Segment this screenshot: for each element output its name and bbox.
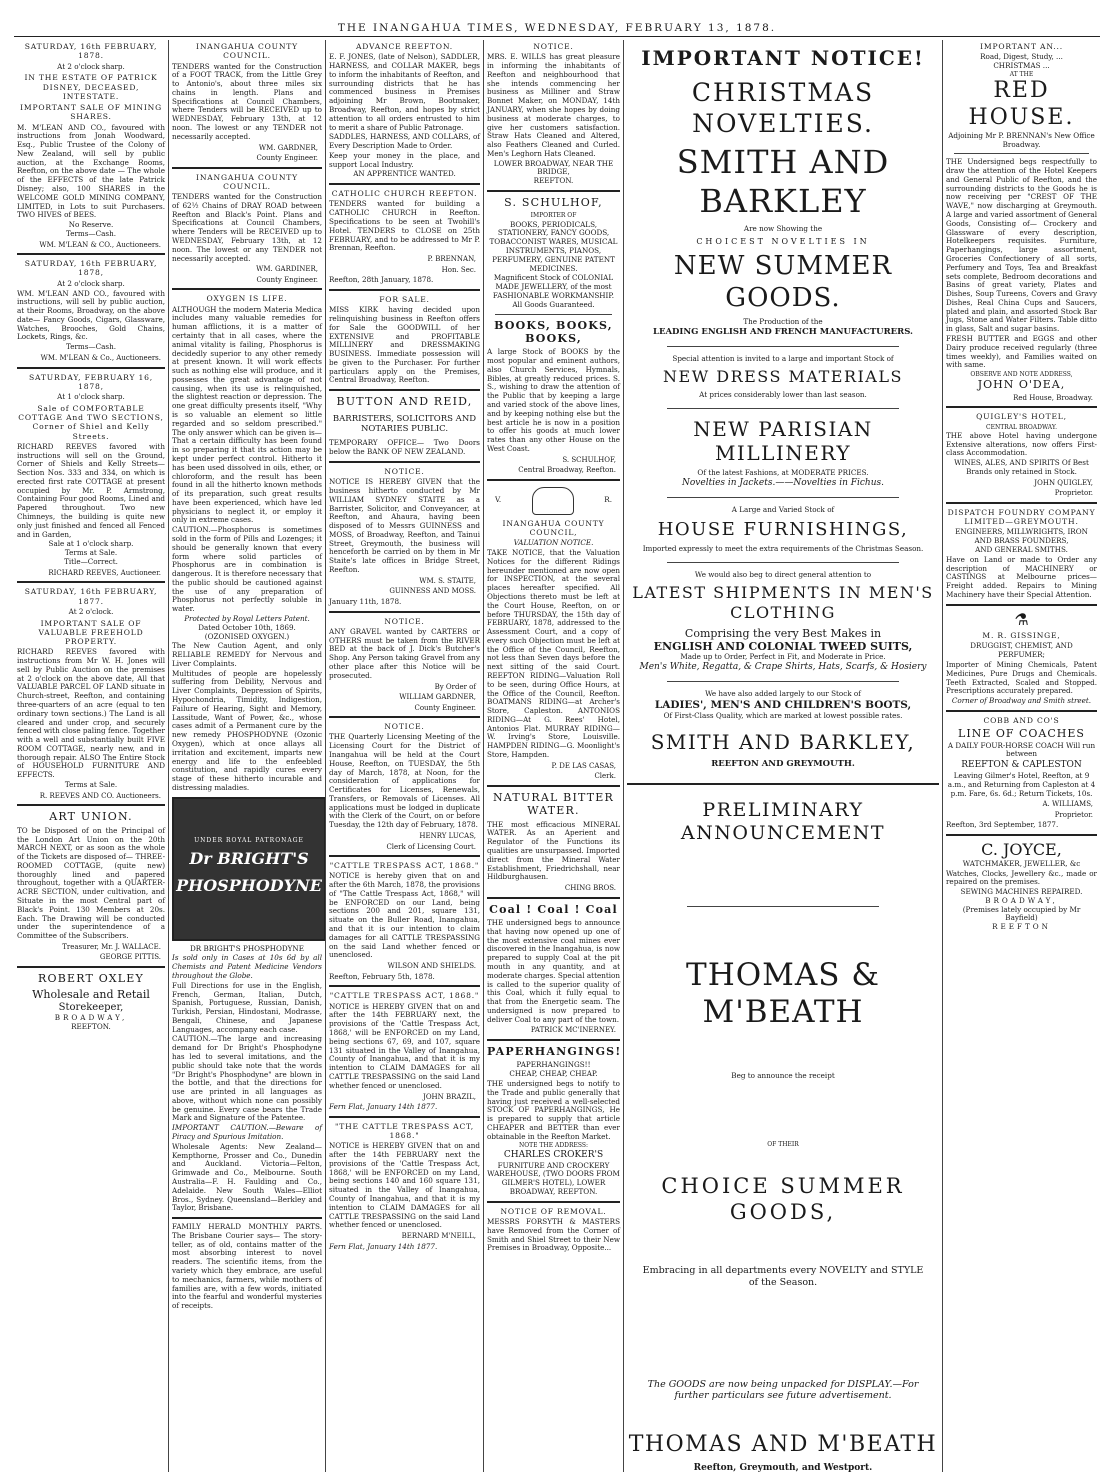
ad-signature: Red House, Broadway. xyxy=(1013,393,1093,402)
ad-line: IMPORTER OF xyxy=(530,212,577,220)
ad-body: The New Caution Agent, and only RELIABLE REMEDY for Nervous and Liver Complaints. xyxy=(172,641,322,668)
masthead: THE INANGAHUA TIMES, WEDNESDAY, FEBRUARY 13, 1878. xyxy=(337,22,777,34)
ad-body: MRS. E. WILLS has great pleasure in informing the inhabitants of Reefton and neighbourhood that she intends commencing her business as Milliner and Straw Bonnet Maker, on MONDAY, 14th JANUARY, when she hopes by doing business at moderate charges, to give her customers satisfaction. Straw Hats Cleaned and Altered, also Feathers Cleaned and Curled. Men's Leghorn Hats Cleaned. xyxy=(487,52,620,158)
ad-headline: LATEST SHIPMENTS IN MEN'S CLOTHING xyxy=(632,583,934,622)
ad-body: Leaving Gilmer's Hotel, Reefton, at 9 a.m., and Returning from Capleston at 4 p.m. Fare, 6s. 6d.; Return Tickets, 10s. xyxy=(947,771,1096,798)
ad-separator xyxy=(495,314,612,315)
ad-body: Watches, Clocks, Jewellery &c., made or repaired on the premises. xyxy=(946,868,1097,887)
ad-signature: JOHN O'DEA, xyxy=(977,378,1066,392)
ad-line: Terms at Sale. xyxy=(64,780,118,789)
ad-separator xyxy=(667,562,899,563)
ad-firm-name: SMITH AND BARKLEY, xyxy=(650,730,916,755)
ad-heading: M. R. GISSINGE, xyxy=(982,631,1061,641)
ad-date: SATURDAY, 16th FEBRUARY, 1877. xyxy=(24,587,158,606)
ad-signature: JOHN BRAZIL, xyxy=(423,1092,476,1101)
ad-heading: DISPATCH FOUNDRY COMPANY LIMITED—GREYMOUTH. xyxy=(947,507,1096,527)
ad-line: (Premises lately occupied by Mr Bayfield) xyxy=(962,904,1081,923)
ad-signature: S. SCHULHOF, xyxy=(562,455,616,464)
column-2 xyxy=(169,40,325,1472)
ad-line: LADIES', MEN'S AND CHILDREN'S BOOTS, xyxy=(654,698,912,711)
ad-body: THE undersigned begs to notify to the Trade and public generally that having just received a well-selected STOCK OF PAPERHANGINGS, He is prepared to supply that article CHEAPER and BETTER than ever obtainable in the Reefton Market. xyxy=(487,1078,620,1141)
emblem-text: Dr BRIGHT'S xyxy=(189,848,309,868)
ad-line: OF THEIR xyxy=(767,1140,799,1148)
ad-date: SATURDAY, FEBRUARY 16, 1878, xyxy=(29,372,153,391)
ad-time: At 1 o'clock sharp. xyxy=(57,392,125,401)
ad-separator xyxy=(487,1201,620,1203)
ad-line: Wholesale and Retail xyxy=(32,988,150,1002)
column-6 xyxy=(943,40,1100,1472)
ad-body: RICHARD REEVES favored with instructions will sell on the Ground, Corner of Shiels and Kelly Streets— Section Nos. 333 and 334, on which is erected first rate COTTAGE at present occupied by Mr. P. Armstrong, Containing Four good Rooms, Lined and Papered throughout. Two new Chimneys, the building is quite new only just finished and fenced all Fenced and in Garden, xyxy=(17,441,165,539)
ad-body: M. M'LEAN AND CO., favoured with instructions from Jonah Woodward, Esq., Public Trustee of the Colony of New Zealand, will sell by public auction, at the Exchange Rooms, Reefton, on the above date — The whole of the EFFECTS of the late Patrick Disney; also, 100 SHARES in the WELCOME GOLD MINING COMPANY, LIMITED, in Lots to suit Purchasers. TWO HIVES of BEES. xyxy=(17,122,165,220)
ad-body: FRESH BUTTER and EGGS and other Dairy produce received regularly (three times weekly), and Families waited on with same. xyxy=(946,333,1097,370)
ad-body: MISS KIRK having decided upon relinquishing business in Reefton offers for Sale the GOODWILL of her EXTENSIVE and PROFITABLE MILLINERY and DRESSMAKING BUSINESS. Immediate possession will be given to the Purchaser. For further particulars apply on the Premises, Central Broadway, Reefton. xyxy=(329,305,480,385)
ad-body: FAMILY HERALD MONTHLY PARTS. The Brisbane Courier says— The story-teller, as of old, contains matter of the most absorbing interest to novel readers. The scientific items, from the variety which they embrace, are useful to mechanics, farmers, while mothers of families are, with a few words, initiated into the fearful and wonderful mysteries of receipts. xyxy=(172,1222,322,1311)
ad-separator xyxy=(687,906,879,907)
ad-signature: PATRICK MC'INERNEY. xyxy=(530,1026,616,1035)
ad-line: Storekeeper, xyxy=(58,1001,124,1013)
ad-line: Dated October 10th, 1869. xyxy=(198,622,296,632)
ad-headline: NEW PARISIAN MILLINERY xyxy=(693,416,873,466)
ad-signature: WM. S. STAITE, xyxy=(419,576,476,585)
ad-signature: WM. GARDINER, xyxy=(256,265,318,274)
ad-subheading: WATCHMAKER, JEWELLER, &c xyxy=(962,858,1081,868)
ad-separator xyxy=(17,253,165,255)
ad-body: THE Undersigned begs respectfully to draw the attention of the Hotel Keepers and General Public of Reefton, and the surrounding districts to the Goods he is now receiving per "CREST OF THE WAVE," now discharging at Greymouth. A large and varied assortment of General Goods, Consisting of— Crockery and Glassware of every description, Hotelkeepers requisites. Furniture, Paperhangings, large assortment, Groceries Confectionery of all sorts, Perfumery and Toys, Tea and Breakfast sets complete, Bedroom decorations and Basins of great variety, Plates and Dishes, Soup Tureens, Covers and Gravy Dishes, Real China Cups and Saucers, plated and plain, and assorted Stock Bar Jugs, Stone and Water Filters. Table ditto in glass, Salt and sugar basins. xyxy=(946,157,1098,334)
ad-line: Of First-Class Quality, which are marked at lowest possible rates. xyxy=(663,710,903,720)
ad-signature: Hon. Sec. xyxy=(441,265,476,274)
ad-body: CAUTION.—The large and increasing demand for Dr Bright's Phosphodyne has led to several imitations, and the public should take note that the words "Dr Bright's Phosphodyne" are blown in the bottle, and that the directions for use are printed in all languages as above, without which none can possibly be genuine. Every case bears the Trade Mark and Signature of the Patentee. xyxy=(172,1034,322,1123)
ad-heading: NATURAL BITTER WATER. xyxy=(492,790,615,818)
ad-separator xyxy=(667,497,899,498)
ad-line: Title—Correct. xyxy=(64,556,118,566)
ad-separator xyxy=(667,346,899,347)
ad-signature: WM. M'LEAN & Co., Auctioneers. xyxy=(40,353,161,362)
ad-line: AND GENERAL SMITHS. xyxy=(975,544,1068,554)
ad-signature: Central Broadway, Reefton. xyxy=(518,466,616,475)
ad-signature: CHARLES CROKER'S xyxy=(503,1149,604,1160)
ad-line: Novelties in Jackets.——Novelties in Fichus. xyxy=(682,478,884,489)
ad-body: TENDERS wanted for the Construction of a FOOT TRACK, from the Little Grey to Antonio's, about three miles six chains in length. Plans and Specifications at Council Chambers, where Tenders will be RECEIVED up to WEDNESDAY, February 13th, at 12 noon. The lowest or any TENDER not necessarily accepted. xyxy=(172,61,322,141)
ad-separator xyxy=(487,1039,620,1041)
ad-line: At prices considerably lower than last season. xyxy=(699,389,867,399)
ad-line: OBSERVE AND NOTE ADDRESS, xyxy=(970,371,1073,379)
ad-heading: ART UNION. xyxy=(49,810,133,824)
ad-line: Beg to announce the receipt xyxy=(731,1071,835,1081)
ad-heading: COBB AND CO'S xyxy=(983,715,1060,725)
ad-heading: FOR SALE. xyxy=(379,294,430,304)
ad-separator xyxy=(329,855,480,857)
ad-body: FURNITURE AND CROCKERY WAREHOUSE, (TWO DOORS FROM GILMER'S HOTEL), LOWER BROADWAY, REEFTON. xyxy=(487,1160,620,1197)
column-5-advertisement xyxy=(624,40,942,1472)
ad-separator xyxy=(946,710,1097,712)
ad-heading: ROBERT OXLEY xyxy=(38,971,144,985)
ad-signature: P. DE LAS CASAS, xyxy=(551,761,616,770)
ad-body: Multitudes of people are hopelessly suffering from Debility, Nervous and Liver Complaints, Depression of Spirits, Hypochondria, Timidity, Indigestion, Failure of Hearing, Sight and Memory, Lassitude, Want of Power, &c., whose cases admit of a Permanent cure by the new remedy PHOSPHODYNE (Ozonic Oxygen), which at once allays all irritation and excitement, imparts new energy and life to the enfeebled constitution, and rapidly cures every stage of these hitherto incurable and distressing maladies. xyxy=(172,668,322,792)
ad-body: THE most efficacious MINERAL WATER. As an Aperient and Regulator of the Functions its qualities are unsurpassed. Imported direct from the Mineral Water Establishment, Friedrichshall, near Hildburghausen. xyxy=(487,819,620,882)
ad-line: Made up to Order, Perfect in Fit, and Moderate in Price. xyxy=(680,652,886,662)
ad-heading: BOOKS, BOOKS, BOOKS, xyxy=(494,318,613,345)
ad-subheading: PAPERHANGINGS!! xyxy=(516,1060,591,1070)
ad-line: SEWING MACHINES REPAIRED. xyxy=(960,887,1083,897)
ad-heading: INANGAHUA COUNTY COUNCIL. xyxy=(196,42,298,61)
ad-line: CHRISTMAS ... xyxy=(993,61,1050,71)
ad-heading: IN THE ESTATE OF PATRICK DISNEY, DECEASED, INTESTATE. xyxy=(24,73,158,101)
ad-heading: NOTICE. xyxy=(533,42,574,51)
ad-separator xyxy=(487,479,620,481)
ad-line: REEFTON. xyxy=(533,176,574,186)
ad-separator xyxy=(946,604,1097,606)
emblem-text: PHOSPHODYNE xyxy=(176,876,322,896)
ad-line: REEFTON & CAPLESTON xyxy=(961,760,1082,771)
ad-separator xyxy=(487,785,620,787)
ad-line: Reefton, Greymouth, and Westport. xyxy=(693,1462,873,1472)
ad-subheading: DRUGGIST, CHEMIST, AND PERFUMER; xyxy=(970,641,1073,660)
phosphodyne-emblem xyxy=(172,797,325,941)
ad-line: Special attention is invited to a large and important Stock of xyxy=(672,353,894,363)
ad-heading: "THE CATTLE TRESPASS ACT, 1868." xyxy=(334,1121,475,1141)
ad-body: Keep your money in the place, and support Local Industry. xyxy=(329,150,480,169)
ad-line: REEFTON. xyxy=(71,1021,111,1031)
ad-body: TO be Disposed of on the Principal of the London Art Union on the 20th MARCH NEXT, or as soon as the whole of the Tickets are disposed of— THREE-ROOMED COTTAGE, (quite new) thoroughly lined and papered throughout, together with a QUARTER-ACRE SECTION, under cultivation, and Situate in the most Central part of Black's Point. 130 Members at 20s. Each. The Drawing will be conducted under the superintendence of a Committee of the Subscribers. xyxy=(17,825,165,941)
ad-line: REEFTON xyxy=(992,922,1051,932)
ad-date: Reefton, 3rd September, 1877. xyxy=(946,820,1059,830)
ad-headline: NEW DRESS MATERIALS xyxy=(663,367,903,387)
ad-line: No Reserve. xyxy=(68,220,114,230)
ad-body: IMPORTANT CAUTION.—Beware of Piracy and Spurious Imitation. xyxy=(172,1123,322,1142)
ad-body: NOTICE is hereby given that on and after the 6th March, 1878, the provisions of "The Cattle Trespass Act, 1868," will be ENFORCED on our Land, being sections 200 and 201, square 131, situate on the Buller Road, Inangahua, and that it is our intention to claim damages for all CATTLE TRESPASSING on the said Land whether fenced or unenclosed. xyxy=(329,871,480,960)
ad-line: AN APPRENTICE WANTED. xyxy=(353,169,456,179)
ad-signature: Proprietor. xyxy=(1054,489,1093,498)
ad-signature: County Engineer. xyxy=(414,703,476,712)
ad-date: Fern Flat, January 14th 1877. xyxy=(329,1102,438,1112)
ad-heading: IMPORTANT AN... xyxy=(980,42,1063,51)
ad-time: At 2 o'clock sharp. xyxy=(57,278,125,288)
ad-heading: CATHOLIC CHURCH REEFTON. xyxy=(331,189,478,199)
ad-caption: DR BRIGHT'S PHOSPHODYNE xyxy=(190,943,304,953)
ad-signature: A. WILLIAMS, xyxy=(1042,800,1093,809)
ad-line: Protected by Royal Letters Patent. xyxy=(184,614,310,623)
ad-date: Reefton, February 5th, 1878. xyxy=(329,971,435,981)
ad-line: We have also added largely to our Stock of xyxy=(705,689,861,699)
ad-separator xyxy=(172,167,322,169)
ad-headline: CHRISTMAS NOVELTIES. xyxy=(691,78,875,138)
ad-line: AT THE xyxy=(1009,70,1034,78)
ad-signature: WILSON AND SHIELDS. xyxy=(387,962,476,971)
ad-line: Comprising the very Best Makes in xyxy=(684,626,882,640)
ad-body: WINES, ALES, AND SPIRITS Of Best Brands only retained in Stock. xyxy=(954,458,1089,477)
ad-body: Importer of Mining Chemicals, Patent Medicines, Pure Drugs and Chemicals. Teeth Extracted, Scaled and Stopped. Prescriptions accurately prepared. xyxy=(946,659,1097,696)
ad-line: CHEAP, CHEAP, CHEAP. xyxy=(509,1069,598,1079)
ad-signature: County Engineer. xyxy=(256,275,318,284)
ad-headline: RED HOUSE. xyxy=(968,78,1075,130)
ad-separator xyxy=(667,681,899,682)
ad-headline: C. JOYCE, xyxy=(981,840,1062,860)
ad-firm-name: SMITH AND BARKLEY xyxy=(676,143,890,221)
column-3 xyxy=(326,40,483,1472)
ad-body: THE Quarterly Licensing Meeting of the Licensing Court for the District of Inangahua will be held at the Court House, Reefton, on TUESDAY, the 5th day of March, 1878, at Noon, for the consideration of applications for Certificates for Licenses, Renewals, Transfers, or Removals of Licenses. All applications must be lodged in duplicate with the Clerk of the Court, on or before Tuesday, the 12th day of February, 1878. xyxy=(329,732,480,830)
crest-letter: R. xyxy=(604,495,612,505)
ad-signature: County Engineer. xyxy=(256,154,318,163)
ad-signature: By Order of xyxy=(434,682,476,691)
ad-line: The Production of the xyxy=(743,317,823,327)
ad-body: Have on Land or made to Order any description of MACHINERY or CASTINGS at Melbourne prices— Freight added. Repairs to Mining Machinery have their Special Attention. xyxy=(946,554,1097,599)
ad-line: BROADWAY, xyxy=(985,895,1058,905)
ad-line: ENGINEERS, MILLWRIGHTS, IRON AND BRASS FOUNDERS, xyxy=(955,527,1088,546)
ad-date: SATURDAY, 16th FEBRUARY, 1878. xyxy=(24,42,158,61)
ad-line: Corner of Broadway and Smith street. xyxy=(951,696,1092,706)
ad-subheading: VALUATION NOTICE. xyxy=(513,538,594,548)
ad-heading: PAPERHANGINGS! xyxy=(487,1044,622,1058)
ad-line: A Large and Varied Stock of xyxy=(731,505,835,515)
ad-separator xyxy=(329,1116,480,1118)
ad-firm-name: THOMAS & M'BEATH xyxy=(686,956,880,1031)
ad-separator xyxy=(329,611,480,613)
ad-body: ALTHOUGH the modern Materia Medica includes many valuable remedies for human afflictions, it is a matter of certainty that in all cases, where the animal vitality is failing, Phosphorus is decidedly superior to any other remedy at present known. It will work effects such as nothing else will produce, and it possesses the great advantage of not causing, when its use is relinquished, the slightest reaction or depression. The one great difficulty presents itself, "Why is so valuable an element so little regarded and so seldom prescribed." The only answer which can be given is—That a certain difficulty has been found in so preparing it that its action may be kept under perfect control. Hitherto it has been used dissolved in oils, ether, or chloroform, and the result has been found in all the hitherto known methods of its preparation, such great results have been experienced, which have led physicians to neglect it, or employ it only in extreme cases. xyxy=(172,304,322,525)
ad-date: Fern Flat, January 14th 1877. xyxy=(329,1241,438,1251)
ad-body: CAUTION.—Phosphorus is sometimes sold in the form of Pills and Lozenges; it should be generally known that every form where solid particles of Phosphorus are in combination is dangerous. It is therefore necessary that the public should be cautioned against the use of any preparation of Phosphorus not perfectly soluble in water. xyxy=(172,525,322,614)
ad-title: IMPORTANT NOTICE! xyxy=(641,46,925,70)
ad-body: TENDERS wanted for the Construction of 62½ Chains of DRAY ROAD between Reefton and Black's Point. Plans and Specifications at Council Chambers, where Tenders will be RECEIVED up to WEDNESDAY, February 13th, at 12 noon. The lowest or any TENDER not necessarily accepted. xyxy=(172,192,322,263)
ad-body: Wholesale Agents: New Zealand—Kempthorne, Prosser and Co., Dunedin and Auckland. Victoria—Felton, Grimwade and Co., Melbourne. South Australia—F. H. Faulding and Co., Adelaide. New South Wales—Elliot Bros., Sydney. Queensland—Berkley and Taylor, Brisbane. xyxy=(172,1141,322,1213)
ad-line: The GOODS are now being unpacked for DISPLAY.—For further particulars see future advertisement. xyxy=(647,1378,919,1402)
ad-body: MESSRS FORSYTH & MASTERS have Removed from the Corner of Smith and Shiel Street to their New Premises in Broadway, Opposite... xyxy=(487,1217,620,1253)
ad-body: TEMPORARY OFFICE— Two Doors below the BANK OF NEW ZEALAND. xyxy=(329,438,480,457)
ad-line: Terms at Sale. xyxy=(64,548,118,558)
ad-line: Are now Showing the xyxy=(743,224,823,234)
ad-separator xyxy=(946,502,1097,504)
column-4 xyxy=(484,40,623,1472)
ad-heading: INANGAHUA COUNTY COUNCIL, xyxy=(502,518,605,537)
ad-line: BROADWAY, xyxy=(54,1012,128,1022)
ad-headline: CHOICE SUMMER GOODS, xyxy=(661,1174,905,1224)
ad-subheading: IMPORTANT SALE OF MINING SHARES. xyxy=(20,103,162,122)
ad-separator xyxy=(487,190,620,192)
ad-body: A large Stock of BOOKS by the most popular and eminent authors, also Church Services, Hymnals, Bibles, at greatly reduced prices. S. S., wishing to draw the attention of the Public that by keeping a large and varied stock of the above lines, and by keeping nothing else but the best article he is now in a position to offer his goods at much lower rates than any other House on the West Coast. xyxy=(487,347,620,453)
ad-body: THE above Hotel having undergone Extensive alterations, now offers First-class Accommodation. xyxy=(946,430,1097,458)
ad-separator xyxy=(627,783,939,785)
ad-line: Adjoining Mr P. BRENNAN's New Office Broadway. xyxy=(948,130,1095,149)
emblem-text: UNDER ROYAL PATRONAGE xyxy=(194,837,304,845)
ad-signature: Proprietor. xyxy=(1054,810,1093,819)
ad-line: REEFTON AND GREYMOUTH. xyxy=(711,758,855,769)
ad-body: THE undersigned begs to announce that having now opened up one of the most extensive coal mines ever discovered in the Inangahua, is now prepared to supply Coal at the pit mouth in any quantity, and at moderate charges. Special attention is called to the superior quality of this Coal, which it fully equal to that from the Energetic seam. The undersigned is now prepared to deliver Coal to any part of the town. xyxy=(487,918,620,1024)
ad-heading: INANGAHUA COUNTY COUNCIL. xyxy=(196,172,298,191)
mortar-pestle-icon: ⚗ xyxy=(1014,609,1029,629)
ad-signature: Treasurer, Mr. J. WALLACE. xyxy=(62,942,161,951)
ad-signature: GUINNESS AND MOSS. xyxy=(389,587,476,596)
ad-separator xyxy=(172,1217,322,1219)
ad-body: TAKE NOTICE, that the Valuation Notices for the different Ridings hereunder mentioned are now open for INSPECTION, at the several places hereafter specified. All Objections thereto must be left at the Court House, Reefton, on or before THURSDAY, the 15th day of FEBRUARY, 1878, addressed to the Assessment Court, and a copy of every such Objection must be left at the Office of the Council, Reefton, not less than Seven days before the next sitting of the said Court. REEFTON RIDING—Valuation Roll to be seen, during Office Hours, at the Office of the Council, Reefton. BOATMANS RIDING—at Archer's Store, Capleston. ANTONIOS RIDING—At G. Rees' Hotel, Antonios Flat. MURRAY RIDING—W. Irving's Store, Louisville. HAMPDEN RIDING—G. Moonlight's Store, Hampden. xyxy=(487,548,620,759)
ad-headline: NEW SUMMER GOODS. xyxy=(673,250,893,313)
ad-separator xyxy=(17,966,165,968)
ad-signature: Clerk. xyxy=(594,772,616,781)
ad-separator xyxy=(329,716,480,718)
ad-body: Full Directions for use in the English, French, German, Italian, Dutch, Spanish, Portuguese, Russian, Danish, Turkish, Persian, Hindostani, Modrasse, Bengali, Chinese, and Japanese Languages, accompany each case. xyxy=(172,980,322,1034)
column-1 xyxy=(14,40,168,1472)
ad-headline: PRELIMINARY ANNOUNCEMENT xyxy=(680,799,886,845)
ad-signature: CHING BROS. xyxy=(564,884,616,893)
ad-heading: QUIGLEY'S HOTEL, xyxy=(976,412,1067,422)
ad-separator xyxy=(329,461,480,463)
ad-heading: OXYGEN IS LIFE. xyxy=(206,294,288,304)
ad-line: Imported expressly to meet the extra requirements of the Christmas Season. xyxy=(642,543,924,553)
ad-line: Terms—Cash. xyxy=(65,342,116,352)
crest-letter: V. xyxy=(495,495,502,505)
ad-separator xyxy=(172,288,322,290)
ad-heading: "CATTLE TRESPASS ACT, 1868." xyxy=(329,991,480,1001)
ad-line: (OZONISED OXYGEN.) xyxy=(204,631,290,641)
ad-line: BARRISTERS, SOLICITORS AND NOTARIES PUBLIC. xyxy=(332,413,477,435)
ad-separator xyxy=(329,183,480,185)
ad-separator xyxy=(329,985,480,987)
ad-signature: WILLIAM GARDNER, xyxy=(399,693,476,702)
ad-line: Men's White, Regatta, & Crape Shirts, Hats, Scarfs, & Hosiery xyxy=(639,662,927,673)
ad-separator xyxy=(17,581,165,583)
ad-signature: RICHARD REEVES, Auctioneer. xyxy=(48,568,161,577)
ad-separator xyxy=(667,408,899,409)
ad-body: A DAILY FOUR-HORSE COACH Will run between xyxy=(947,740,1096,759)
ad-body: RICHARD REEVES favored with instructions from Mr W. H. Jones will sell by Public Auction on the premises at 2 o'clock on the above date, All that VALUABLE PARCEL OF LAND situate in Church-street, Reefton, and containing three-quarters of an acre (equal to ten ordinary town sections.) The Land is all cleared and under crop, and securely fenced with close paling fence. Together with a well and substantially built FIVE ROOM COTTAGE, nearly new, and in thorough repair. ALSO The Entire Stock of HOUSEHOLD FURNITURE AND EFFECTS. xyxy=(17,647,165,780)
royal-crest-icon xyxy=(532,487,574,515)
ad-signature: WM. M'LEAN & CO., Auctioneers. xyxy=(39,240,161,249)
ad-line: Sale at 1 o'clock sharp. xyxy=(48,539,134,549)
ad-line: LOWER BROADWAY, NEAR THE BRIDGE, xyxy=(493,158,614,177)
ad-signature: WM. GARDNER, xyxy=(258,143,318,152)
ad-body: NOTICE IS HEREBY GIVEN that the business hitherto conducted by Mr WILLIAM SYDNEY STAITE as a Barrister, Solicitor, and Conveyancer, at Reefton, and Ahaura, having been disposed of to Messrs GUINNESS and MOSS, of Broadway, Reefton, and Tainui Street, Greymouth, the business will henceforth be carried on by them in Mr Staite's late offices in Bridge Street, Reefton. xyxy=(329,477,480,574)
ad-signature: BERNARD M'NEILL, xyxy=(401,1232,476,1241)
ad-separator xyxy=(487,897,620,899)
ad-heading: NOTICE. xyxy=(384,466,425,476)
ad-body: Is sold only in Cases at 10s 6d by all Chemists and Patent Medicine Vendors throughout the Globe. xyxy=(172,953,322,980)
ad-heading: ADVANCE REEFTON. xyxy=(355,42,454,51)
ad-line: We would also beg to direct general attention to xyxy=(694,569,872,579)
ad-heading: "CATTLE TRESPASS ACT, 1868." xyxy=(329,861,480,871)
ad-separator xyxy=(329,389,480,391)
ad-line: Embracing in all departments every NOVELTY and STYLE of the Season. xyxy=(642,1265,924,1289)
ad-body: TENDERS wanted for building a CATHOLIC CHURCH in Reefton. Specifications to be seen at Twohill's Hotel. TENDERS to CLOSE on 25th FEBRUARY, and to be addressed to Mr P. Brennan, Reefton. xyxy=(329,199,480,253)
ad-body: ANY GRAVEL wanted by CARTERS or OTHERS must be taken from the RIVER BED at the back of J. Dick's Butcher's Shop. Any Person taking Gravel from any other place after this Notice will be prosecuted. xyxy=(329,626,480,680)
ad-line: Road, Digest, Study, ... xyxy=(980,52,1063,62)
ad-separator xyxy=(954,153,1089,154)
ad-headline: LINE OF COACHES xyxy=(958,727,1085,741)
ad-signature: Clerk of Licensing Court. xyxy=(386,842,476,851)
ad-body: E. F. JONES, (late of Nelson), SADDLER, HARNESS, and COLLAR MAKER, begs to inform the inhabitants of Reefton, and surrounding districts that he has commenced business in Premises adjoining Mr Brown, Bootmaker, Broadway, Reefton, and hopes by strict attention to all orders entrusted to him to merit a share of Public Patronage. xyxy=(329,52,480,132)
ad-separator xyxy=(17,804,165,806)
ad-signature: P. BRENNAN, xyxy=(427,255,476,264)
ad-line: LEADING ENGLISH AND FRENCH MANUFACTURERS. xyxy=(653,327,913,338)
ad-headline: HOUSE FURNISHINGS, xyxy=(657,518,909,540)
ad-heading: NOTICE OF REMOVAL. xyxy=(500,1206,607,1216)
ad-date: Reefton, 28th January, 1878. xyxy=(329,275,434,285)
ad-line: Of the latest Fashions, at MODERATE PRICES. xyxy=(697,468,869,478)
ad-line: CENTRAL BROADWAY. xyxy=(985,423,1057,431)
ad-line: CHOICEST NOVELTIES IN xyxy=(696,237,870,247)
ad-line: NOTE THE ADDRESS: xyxy=(519,1142,588,1150)
ad-time: At 2 o'clock sharp. xyxy=(57,61,125,71)
masthead-rule xyxy=(14,36,1100,37)
ad-line: Terms—Cash. xyxy=(65,228,116,238)
ad-body: WM. M'LEAN AND CO., favoured with instructions, will sell by public auction, at their Rooms, Broadway, on the above date— Fancy Goods, Cigars, Glassware, Watches, Brooches, Gold Chains, Lockets, Rings, &c. xyxy=(17,288,165,342)
ad-firm-name: THOMAS AND M'BEATH xyxy=(628,1431,938,1457)
ad-separator xyxy=(946,834,1097,836)
ad-separator xyxy=(329,289,480,291)
ad-body: SADDLES, HARNESS, AND COLLARS, of Every Description Made to Order. xyxy=(329,132,480,151)
crest-row xyxy=(487,485,620,517)
ad-heading: Coal ! Coal ! Coal xyxy=(489,902,618,916)
ad-line: ENGLISH AND COLONIAL TWEED SUITS, xyxy=(653,639,913,653)
ad-heading: S. SCHULHOF, xyxy=(504,195,603,209)
ad-body: Magnificent Stock of COLONIAL MADE JEWELLERY, of the most FASHIONABLE WORKMANSHIP. All Goods Guaranteed. xyxy=(492,273,615,309)
ad-body: BOOKS, PERIODICALS, STATIONERY, FANCY GOODS, TOBACCONIST WARES, MUSICAL INSTRUMENTS, PIANOS, PERFUMERY, GENUINE PATENT MEDICINES. xyxy=(489,219,618,273)
ad-heading: Sale of COMFORTABLE COTTAGE And TWO SECTIONS, Corner of Shiel and Kelly Streets. xyxy=(18,403,164,441)
ad-body: NOTICE is HEREBY GIVEN that on and after the 14th FEBRUARY next, the provisions of the 'Cattle Trespass Act, 1868,' will be ENFORCED on my Land, being sections 67, 69, and 107, square 131 situated in the Valley of Inangahua, County of Inangahua, and that it is my intention to CLAIM DAMAGES for all CATTLE TRESPASSING on the said Land whether fenced or unenclosed. xyxy=(329,1001,480,1090)
ad-heading: NOTICE. xyxy=(384,616,425,626)
ad-separator xyxy=(17,367,165,369)
ad-signature: JOHN QUIGLEY, xyxy=(1034,478,1093,487)
ad-time: At 2 o'clock. xyxy=(68,606,114,616)
ad-signature: HENRY LUCAS, xyxy=(419,832,476,840)
ad-signature: R. REEVES AND CO. Auctioneers. xyxy=(39,791,161,800)
ad-date: SATURDAY, 16th FEBRUARY, 1878, xyxy=(24,259,158,278)
ad-separator xyxy=(946,406,1097,408)
ad-date: January 11th, 1878. xyxy=(329,596,402,606)
ad-body: NOTICE is HEREBY GIVEN that on and after the 14th FEBRUARY next the provisions of the 'Cattle Trespass Act, 1868,' will be ENFORCED on my Land, being sections 140 and 160 square 131, situated in the Valley of Inangahua, County of Inangahua, and that it is my intention to CLAIM DAMAGES for all CATTLE TRESPASSING on the said Land whether fenced or unenclosed. xyxy=(329,1141,480,1230)
ad-heading: BUTTON AND REID, xyxy=(336,395,473,409)
ad-signature: GEORGE PITTIS. xyxy=(99,953,161,962)
ad-heading: NOTICE. xyxy=(384,722,425,732)
ad-heading: IMPORTANT SALE OF VALUABLE FREEHOLD PROPERTY. xyxy=(38,618,144,647)
